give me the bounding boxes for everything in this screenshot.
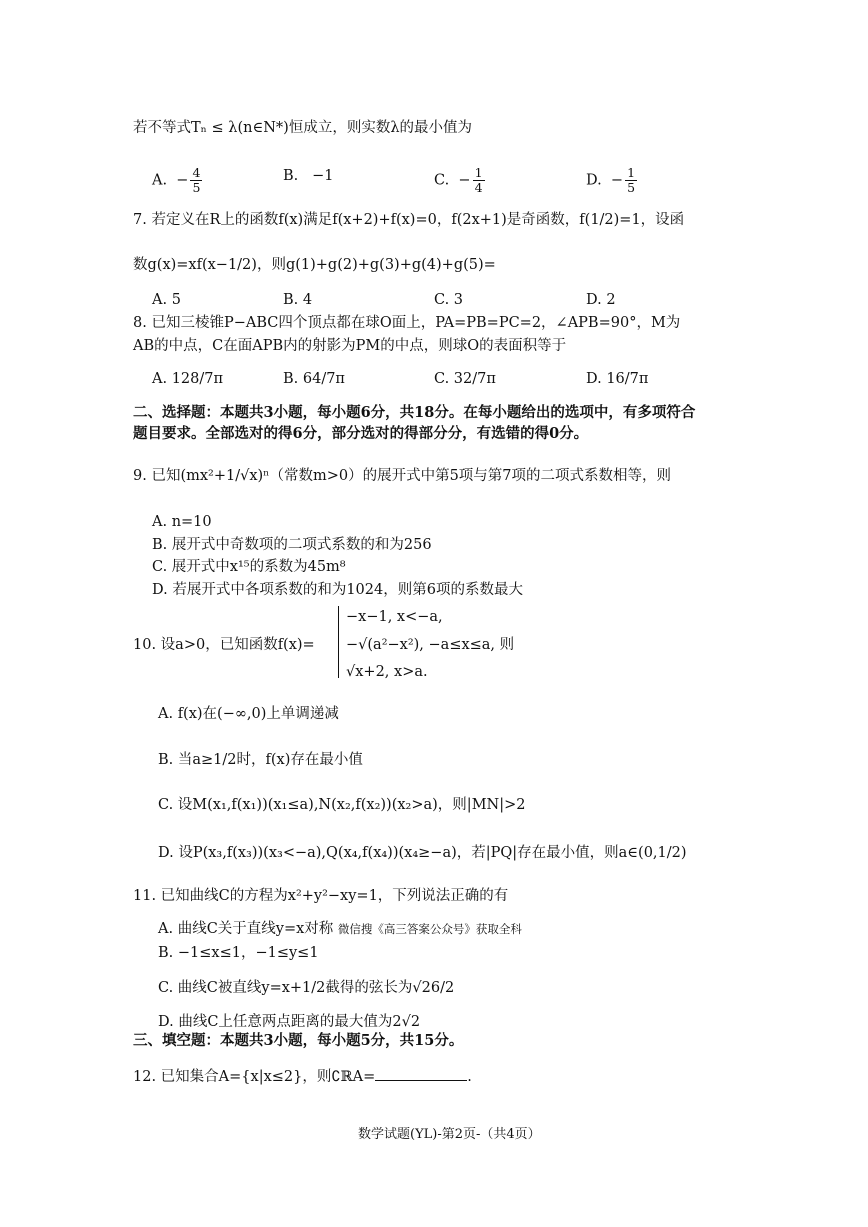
q11-option-b: B. −1≤x≤1，−1≤y≤1 (158, 945, 319, 961)
section2-heading-line2: 题目要求。全部选对的得6分，部分选对的得部分分，有选错的得0分。 (133, 425, 589, 442)
section3-heading: 三、填空题：本题共3小题，每小题5分，共15分。 (133, 1032, 464, 1049)
q11-option-a: A. 曲线C关于直线y=x对称 微信搜《高三答案公众号》获取全科 (158, 921, 522, 937)
q10-case-1: −x−1, x<−a, (346, 609, 443, 625)
q10-option-b: B. 当a≥1/2时，f(x)存在最小值 (158, 752, 363, 768)
q9-option-a: A. n=10 (152, 514, 212, 530)
q9-option-d: D. 若展开式中各项系数的和为1024，则第6项的系数最大 (152, 582, 523, 598)
q8-line2: AB的中点，C在面APB内的射影为PM的中点，则球O的表面积等于 (133, 338, 567, 354)
answer-blank[interactable] (375, 1066, 467, 1081)
section2-heading-line1: 二、选择题：本题共3小题，每小题6分，共18分。在每小题给出的选项中，有多项符合 (133, 404, 696, 421)
q6-option-c: C. − $\frac{1}{4}$ (434, 165, 483, 195)
q8-option-d: D. 16/7π (586, 371, 649, 387)
q10-option-c: C. 设M(x₁,f(x₁))(x₁≤a),N(x₂,f(x₂))(x₂>a)，则|MN|>2 (158, 797, 526, 813)
q11-option-c: C. 曲线C被直线y=x+1/2截得的弦长为√26/2 (158, 980, 455, 996)
q12-stem: 12. 已知集合A={x|x≤2}，则∁ℝA= . (133, 1066, 472, 1087)
q10-case-2: −√(a²−x²), −a≤x≤a, 则 (346, 637, 515, 653)
q8-option-b: B. 64/7π (283, 371, 345, 387)
q11-option-d: D. 曲线C上任意两点距离的最大值为2√2 (158, 1014, 421, 1030)
q6-option-d: D. − $\frac{1}{5}$ (586, 165, 636, 195)
q7-option-a: A. 5 (152, 292, 181, 308)
q10-option-d: D. 设P(x₃,f(x₃))(x₃<−a),Q(x₄,f(x₄))(x₄≥−a)，若|PQ|存在最小值，则a∈(0,1/2) (158, 845, 687, 861)
q6-stem: 若不等式Tₙ ≤ λ(n∈N*)恒成立，则实数λ的最小值为 (133, 120, 473, 136)
page-footer: 数学试题(YL)-第2页-（共4页） (358, 1127, 541, 1142)
q7-line2: 数g(x)=xf(x−1/2)，则g(1)+g(2)+g(3)+g(4)+g(5)= (133, 257, 496, 273)
q7-option-d: D. 2 (586, 292, 616, 308)
q8-line1: 8. 已知三棱锥P−ABC四个顶点都在球O面上，PA=PB=PC=2，∠APB=90°，M为 (133, 315, 681, 331)
q9-option-c: C. 展开式中x¹⁵的系数为45m⁸ (152, 559, 346, 575)
q8-option-a: A. 128/7π (152, 371, 224, 387)
q11-stem: 11. 已知曲线C的方程为x²+y²−xy=1，下列说法正确的有 (133, 888, 509, 904)
q7-line1: 7. 若定义在R上的函数f(x)满足f(x+2)+f(x)=0，f(2x+1)是奇函数，f(1/2)=1，设函 (133, 212, 685, 228)
q7-option-b: B. 4 (283, 292, 313, 308)
watermark-text: 微信搜《高三答案公众号》获取全科 (337, 922, 522, 936)
q9-option-b: B. 展开式中奇数项的二项式系数的和为256 (152, 537, 432, 553)
q10-option-a: A. f(x)在(−∞,0)上单调递减 (158, 706, 339, 722)
q7-option-c: C. 3 (434, 292, 464, 308)
q6-option-a: A. − $\frac{4}{5}$ (152, 165, 201, 195)
q9-stem: 9. 已知(mx²+1/√x)ⁿ（常数m>0）的展开式中第5项与第7项的二项式系数相等，则 (133, 468, 672, 484)
q6-option-b: B. −1 (283, 168, 334, 184)
q10-case-3: √x+2, x>a. (346, 664, 428, 680)
q10-stem: 10. 设a>0，已知函数f(x)= (133, 637, 315, 653)
q8-option-c: C. 32/7π (434, 371, 496, 387)
